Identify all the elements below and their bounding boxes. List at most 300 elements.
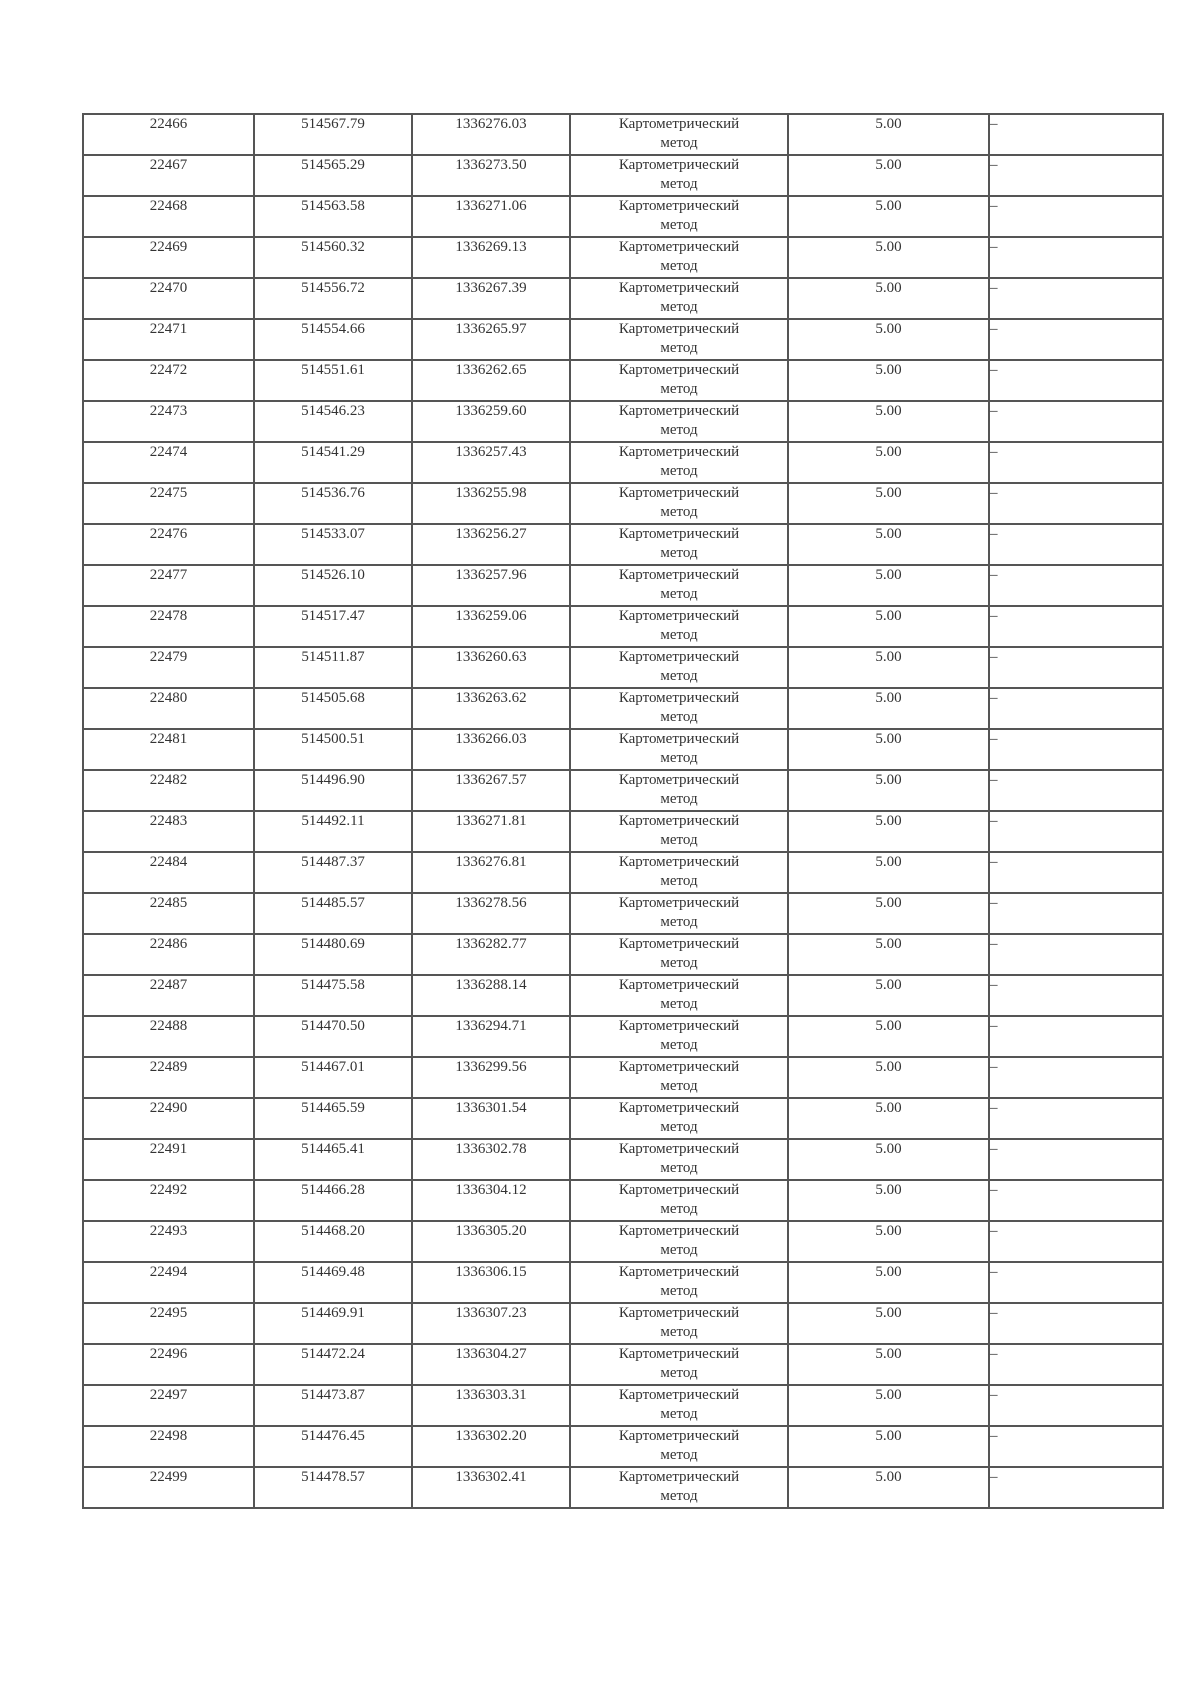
method-text-line-1: Картометрический (618, 1059, 740, 1075)
method-cell (570, 1262, 788, 1303)
method-cell (570, 606, 788, 647)
x-coordinate-cell: 514465.59 (254, 1098, 412, 1139)
method-text-line-2: метод (660, 176, 698, 192)
point-number-cell: 22474 (83, 442, 254, 483)
y-coordinate-cell: 1336267.39 (412, 278, 570, 319)
method-text-line-2: метод (660, 1406, 698, 1422)
table-row (83, 1221, 1163, 1262)
accuracy-cell: 5.00 (788, 483, 989, 524)
note-cell: – (989, 1221, 1163, 1262)
table-row (83, 893, 1163, 934)
method-cell (570, 852, 788, 893)
point-number-cell: 22468 (83, 196, 254, 237)
table-row (83, 360, 1163, 401)
y-coordinate-cell: 1336304.12 (412, 1180, 570, 1221)
accuracy-cell: 5.00 (788, 1098, 989, 1139)
y-coordinate-cell: 1336273.50 (412, 155, 570, 196)
x-coordinate-cell: 514546.23 (254, 401, 412, 442)
method-text-line-2: метод (660, 1324, 698, 1340)
accuracy-cell: 5.00 (788, 114, 989, 155)
method-text-line-1: Картометрический (618, 649, 740, 665)
table-row (83, 1385, 1163, 1426)
note-cell: – (989, 401, 1163, 442)
accuracy-cell: 5.00 (788, 360, 989, 401)
note-cell: – (989, 647, 1163, 688)
method-text-line-2: метод (660, 1365, 698, 1381)
method-cell (570, 688, 788, 729)
y-coordinate-cell: 1336271.81 (412, 811, 570, 852)
method-cell (570, 278, 788, 319)
y-coordinate-cell: 1336302.20 (412, 1426, 570, 1467)
method-text-line-1: Картометрический (618, 1428, 740, 1444)
method-text-line-2: метод (660, 1119, 698, 1135)
x-coordinate-cell: 514472.24 (254, 1344, 412, 1385)
table-row (83, 729, 1163, 770)
accuracy-cell: 5.00 (788, 729, 989, 770)
method-cell (570, 1426, 788, 1467)
x-coordinate-cell: 514478.57 (254, 1467, 412, 1508)
note-cell: – (989, 114, 1163, 155)
accuracy-cell: 5.00 (788, 647, 989, 688)
method-text-line-2: метод (660, 545, 698, 561)
method-text-line-1: Картометрический (618, 1141, 740, 1157)
y-coordinate-cell: 1336307.23 (412, 1303, 570, 1344)
x-coordinate-cell: 514465.41 (254, 1139, 412, 1180)
x-coordinate-cell: 514468.20 (254, 1221, 412, 1262)
method-text-line-2: метод (660, 709, 698, 725)
accuracy-cell: 5.00 (788, 442, 989, 483)
table-row (83, 852, 1163, 893)
method-text-line-2: метод (660, 1283, 698, 1299)
y-coordinate-cell: 1336260.63 (412, 647, 570, 688)
note-cell: – (989, 237, 1163, 278)
method-text-line-2: метод (660, 1160, 698, 1176)
table-row (83, 934, 1163, 975)
method-cell (570, 114, 788, 155)
table-row (83, 319, 1163, 360)
x-coordinate-cell: 514567.79 (254, 114, 412, 155)
method-text-line-2: метод (660, 1488, 698, 1504)
method-text-line-2: метод (660, 422, 698, 438)
table-row (83, 1467, 1163, 1508)
table-row (83, 237, 1163, 278)
method-text-line-1: Картометрический (618, 895, 740, 911)
method-cell (570, 893, 788, 934)
table-row (83, 1344, 1163, 1385)
method-cell (570, 1016, 788, 1057)
method-text-line-2: метод (660, 1242, 698, 1258)
accuracy-cell: 5.00 (788, 1057, 989, 1098)
note-cell: – (989, 729, 1163, 770)
method-text-line-1: Картометрический (618, 813, 740, 829)
point-number-cell: 22483 (83, 811, 254, 852)
table-row (83, 688, 1163, 729)
method-text-line-1: Картометрический (618, 321, 740, 337)
method-text-line-1: Картометрический (618, 936, 740, 952)
note-cell: – (989, 606, 1163, 647)
accuracy-cell: 5.00 (788, 1180, 989, 1221)
accuracy-cell: 5.00 (788, 811, 989, 852)
method-text-line-2: метод (660, 668, 698, 684)
method-text-line-1: Картометрический (618, 280, 740, 296)
point-number-cell: 22471 (83, 319, 254, 360)
point-number-cell: 22491 (83, 1139, 254, 1180)
point-number-cell: 22495 (83, 1303, 254, 1344)
method-cell (570, 401, 788, 442)
point-number-cell: 22487 (83, 975, 254, 1016)
table-row (83, 565, 1163, 606)
y-coordinate-cell: 1336304.27 (412, 1344, 570, 1385)
accuracy-cell: 5.00 (788, 893, 989, 934)
y-coordinate-cell: 1336278.56 (412, 893, 570, 934)
method-text-line-1: Картометрический (618, 1018, 740, 1034)
method-cell (570, 934, 788, 975)
x-coordinate-cell: 514469.48 (254, 1262, 412, 1303)
point-number-cell: 22499 (83, 1467, 254, 1508)
method-text-line-2: метод (660, 627, 698, 643)
coordinates-table-body (83, 114, 1163, 1508)
x-coordinate-cell: 514505.68 (254, 688, 412, 729)
method-text-line-1: Картометрический (618, 1223, 740, 1239)
note-cell: – (989, 934, 1163, 975)
note-cell: – (989, 975, 1163, 1016)
note-cell: – (989, 196, 1163, 237)
accuracy-cell: 5.00 (788, 319, 989, 360)
accuracy-cell: 5.00 (788, 524, 989, 565)
method-cell (570, 360, 788, 401)
x-coordinate-cell: 514517.47 (254, 606, 412, 647)
y-coordinate-cell: 1336301.54 (412, 1098, 570, 1139)
accuracy-cell: 5.00 (788, 155, 989, 196)
method-text-line-2: метод (660, 258, 698, 274)
method-text-line-2: метод (660, 586, 698, 602)
point-number-cell: 22466 (83, 114, 254, 155)
method-cell (570, 237, 788, 278)
y-coordinate-cell: 1336276.03 (412, 114, 570, 155)
point-number-cell: 22496 (83, 1344, 254, 1385)
x-coordinate-cell: 514473.87 (254, 1385, 412, 1426)
table-row (83, 606, 1163, 647)
point-number-cell: 22490 (83, 1098, 254, 1139)
x-coordinate-cell: 514541.29 (254, 442, 412, 483)
note-cell: – (989, 278, 1163, 319)
table-row (83, 1303, 1163, 1344)
note-cell: – (989, 1303, 1163, 1344)
point-number-cell: 22480 (83, 688, 254, 729)
note-cell: – (989, 1385, 1163, 1426)
accuracy-cell: 5.00 (788, 1426, 989, 1467)
accuracy-cell: 5.00 (788, 1344, 989, 1385)
y-coordinate-cell: 1336302.41 (412, 1467, 570, 1508)
x-coordinate-cell: 514554.66 (254, 319, 412, 360)
method-text-line-1: Картометрический (618, 157, 740, 173)
method-text-line-2: метод (660, 504, 698, 520)
point-number-cell: 22494 (83, 1262, 254, 1303)
method-cell (570, 647, 788, 688)
x-coordinate-cell: 514469.91 (254, 1303, 412, 1344)
method-text-line-1: Картометрический (618, 1346, 740, 1362)
note-cell: – (989, 1344, 1163, 1385)
point-number-cell: 22497 (83, 1385, 254, 1426)
x-coordinate-cell: 514496.90 (254, 770, 412, 811)
y-coordinate-cell: 1336302.78 (412, 1139, 570, 1180)
table-row (83, 647, 1163, 688)
point-number-cell: 22476 (83, 524, 254, 565)
x-coordinate-cell: 514536.76 (254, 483, 412, 524)
table-row (83, 1262, 1163, 1303)
method-text-line-1: Картометрический (618, 239, 740, 255)
method-text-line-2: метод (660, 955, 698, 971)
y-coordinate-cell: 1336262.65 (412, 360, 570, 401)
method-text-line-1: Картометрический (618, 608, 740, 624)
method-cell (570, 155, 788, 196)
note-cell: – (989, 1057, 1163, 1098)
method-text-line-2: метод (660, 135, 698, 151)
y-coordinate-cell: 1336255.98 (412, 483, 570, 524)
point-number-cell: 22472 (83, 360, 254, 401)
x-coordinate-cell: 514526.10 (254, 565, 412, 606)
method-text-line-1: Картометрический (618, 198, 740, 214)
table-row (83, 1098, 1163, 1139)
x-coordinate-cell: 514467.01 (254, 1057, 412, 1098)
method-text-line-2: метод (660, 791, 698, 807)
note-cell: – (989, 524, 1163, 565)
x-coordinate-cell: 514476.45 (254, 1426, 412, 1467)
table-row (83, 1016, 1163, 1057)
accuracy-cell: 5.00 (788, 934, 989, 975)
accuracy-cell: 5.00 (788, 606, 989, 647)
note-cell: – (989, 1016, 1163, 1057)
method-text-line-1: Картометрический (618, 567, 740, 583)
x-coordinate-cell: 514492.11 (254, 811, 412, 852)
method-text-line-2: метод (660, 381, 698, 397)
table-row (83, 155, 1163, 196)
y-coordinate-cell: 1336257.96 (412, 565, 570, 606)
method-cell (570, 196, 788, 237)
table-row (83, 483, 1163, 524)
method-cell (570, 1139, 788, 1180)
method-cell (570, 524, 788, 565)
point-number-cell: 22467 (83, 155, 254, 196)
point-number-cell: 22485 (83, 893, 254, 934)
note-cell: – (989, 1180, 1163, 1221)
method-cell (570, 1385, 788, 1426)
y-coordinate-cell: 1336257.43 (412, 442, 570, 483)
method-text-line-2: метод (660, 1078, 698, 1094)
method-cell (570, 1098, 788, 1139)
y-coordinate-cell: 1336269.13 (412, 237, 570, 278)
note-cell: – (989, 1098, 1163, 1139)
x-coordinate-cell: 514565.29 (254, 155, 412, 196)
accuracy-cell: 5.00 (788, 688, 989, 729)
point-number-cell: 22489 (83, 1057, 254, 1098)
point-number-cell: 22486 (83, 934, 254, 975)
method-text-line-1: Картометрический (618, 977, 740, 993)
note-cell: – (989, 1139, 1163, 1180)
x-coordinate-cell: 514563.58 (254, 196, 412, 237)
y-coordinate-cell: 1336256.27 (412, 524, 570, 565)
note-cell: – (989, 811, 1163, 852)
method-text-line-2: метод (660, 1201, 698, 1217)
table-row (83, 770, 1163, 811)
method-text-line-2: метод (660, 217, 698, 233)
y-coordinate-cell: 1336305.20 (412, 1221, 570, 1262)
method-text-line-1: Картометрический (618, 1305, 740, 1321)
y-coordinate-cell: 1336259.60 (412, 401, 570, 442)
x-coordinate-cell: 514556.72 (254, 278, 412, 319)
accuracy-cell: 5.00 (788, 770, 989, 811)
table-row (83, 1139, 1163, 1180)
method-text-line-1: Картометрический (618, 1182, 740, 1198)
x-coordinate-cell: 514480.69 (254, 934, 412, 975)
x-coordinate-cell: 514485.57 (254, 893, 412, 934)
point-number-cell: 22479 (83, 647, 254, 688)
table-row (83, 114, 1163, 155)
accuracy-cell: 5.00 (788, 975, 989, 1016)
method-cell (570, 1057, 788, 1098)
method-text-line-2: метод (660, 832, 698, 848)
accuracy-cell: 5.00 (788, 1467, 989, 1508)
y-coordinate-cell: 1336282.77 (412, 934, 570, 975)
y-coordinate-cell: 1336303.31 (412, 1385, 570, 1426)
method-text-line-1: Картометрический (618, 854, 740, 870)
table-row (83, 811, 1163, 852)
method-text-line-2: метод (660, 299, 698, 315)
method-text-line-1: Картометрический (618, 1264, 740, 1280)
table-row (83, 278, 1163, 319)
note-cell: – (989, 155, 1163, 196)
method-cell (570, 1467, 788, 1508)
table-row (83, 1180, 1163, 1221)
note-cell: – (989, 852, 1163, 893)
point-number-cell: 22478 (83, 606, 254, 647)
point-number-cell: 22488 (83, 1016, 254, 1057)
note-cell: – (989, 1262, 1163, 1303)
note-cell: – (989, 688, 1163, 729)
note-cell: – (989, 483, 1163, 524)
accuracy-cell: 5.00 (788, 237, 989, 278)
y-coordinate-cell: 1336288.14 (412, 975, 570, 1016)
point-number-cell: 22493 (83, 1221, 254, 1262)
accuracy-cell: 5.00 (788, 1221, 989, 1262)
accuracy-cell: 5.00 (788, 852, 989, 893)
method-text-line-2: метод (660, 914, 698, 930)
method-cell (570, 1303, 788, 1344)
accuracy-cell: 5.00 (788, 401, 989, 442)
point-number-cell: 22475 (83, 483, 254, 524)
method-cell (570, 975, 788, 1016)
point-number-cell: 22484 (83, 852, 254, 893)
method-text-line-1: Картометрический (618, 1387, 740, 1403)
note-cell: – (989, 893, 1163, 934)
point-number-cell: 22492 (83, 1180, 254, 1221)
point-number-cell: 22481 (83, 729, 254, 770)
y-coordinate-cell: 1336263.62 (412, 688, 570, 729)
point-number-cell: 22498 (83, 1426, 254, 1467)
y-coordinate-cell: 1336276.81 (412, 852, 570, 893)
method-cell (570, 811, 788, 852)
y-coordinate-cell: 1336294.71 (412, 1016, 570, 1057)
x-coordinate-cell: 514533.07 (254, 524, 412, 565)
note-cell: – (989, 360, 1163, 401)
note-cell: – (989, 1426, 1163, 1467)
x-coordinate-cell: 514475.58 (254, 975, 412, 1016)
method-text-line-1: Картометрический (618, 772, 740, 788)
method-text-line-2: метод (660, 340, 698, 356)
y-coordinate-cell: 1336271.06 (412, 196, 570, 237)
method-text-line-1: Картометрический (618, 444, 740, 460)
method-cell (570, 770, 788, 811)
table-row (83, 196, 1163, 237)
method-text-line-2: метод (660, 1447, 698, 1463)
x-coordinate-cell: 514551.61 (254, 360, 412, 401)
method-text-line-1: Картометрический (618, 116, 740, 132)
method-text-line-2: метод (660, 750, 698, 766)
accuracy-cell: 5.00 (788, 1385, 989, 1426)
method-cell (570, 729, 788, 770)
method-cell (570, 565, 788, 606)
method-text-line-1: Картометрический (618, 690, 740, 706)
point-number-cell: 22469 (83, 237, 254, 278)
table-row (83, 1057, 1163, 1098)
table-row (83, 975, 1163, 1016)
method-cell (570, 319, 788, 360)
method-text-line-2: метод (660, 873, 698, 889)
accuracy-cell: 5.00 (788, 1139, 989, 1180)
point-number-cell: 22470 (83, 278, 254, 319)
accuracy-cell: 5.00 (788, 565, 989, 606)
method-text-line-1: Картометрический (618, 1100, 740, 1116)
method-text-line-1: Картометрический (618, 1469, 740, 1485)
method-text-line-2: метод (660, 1037, 698, 1053)
coordinates-table (82, 113, 1164, 1509)
method-cell (570, 1180, 788, 1221)
method-cell (570, 1344, 788, 1385)
method-text-line-1: Картометрический (618, 485, 740, 501)
accuracy-cell: 5.00 (788, 1016, 989, 1057)
method-text-line-1: Картометрический (618, 731, 740, 747)
y-coordinate-cell: 1336306.15 (412, 1262, 570, 1303)
method-cell (570, 442, 788, 483)
note-cell: – (989, 319, 1163, 360)
method-text-line-2: метод (660, 996, 698, 1012)
point-number-cell: 22482 (83, 770, 254, 811)
y-coordinate-cell: 1336299.56 (412, 1057, 570, 1098)
accuracy-cell: 5.00 (788, 1262, 989, 1303)
y-coordinate-cell: 1336266.03 (412, 729, 570, 770)
y-coordinate-cell: 1336265.97 (412, 319, 570, 360)
y-coordinate-cell: 1336259.06 (412, 606, 570, 647)
x-coordinate-cell: 514466.28 (254, 1180, 412, 1221)
point-number-cell: 22477 (83, 565, 254, 606)
table-row (83, 1426, 1163, 1467)
point-number-cell: 22473 (83, 401, 254, 442)
method-cell (570, 483, 788, 524)
note-cell: – (989, 1467, 1163, 1508)
note-cell: – (989, 442, 1163, 483)
accuracy-cell: 5.00 (788, 1303, 989, 1344)
table-row (83, 524, 1163, 565)
accuracy-cell: 5.00 (788, 196, 989, 237)
accuracy-cell: 5.00 (788, 278, 989, 319)
x-coordinate-cell: 514560.32 (254, 237, 412, 278)
x-coordinate-cell: 514470.50 (254, 1016, 412, 1057)
table-row (83, 401, 1163, 442)
method-text-line-1: Картометрический (618, 403, 740, 419)
note-cell: – (989, 770, 1163, 811)
x-coordinate-cell: 514500.51 (254, 729, 412, 770)
method-cell (570, 1221, 788, 1262)
